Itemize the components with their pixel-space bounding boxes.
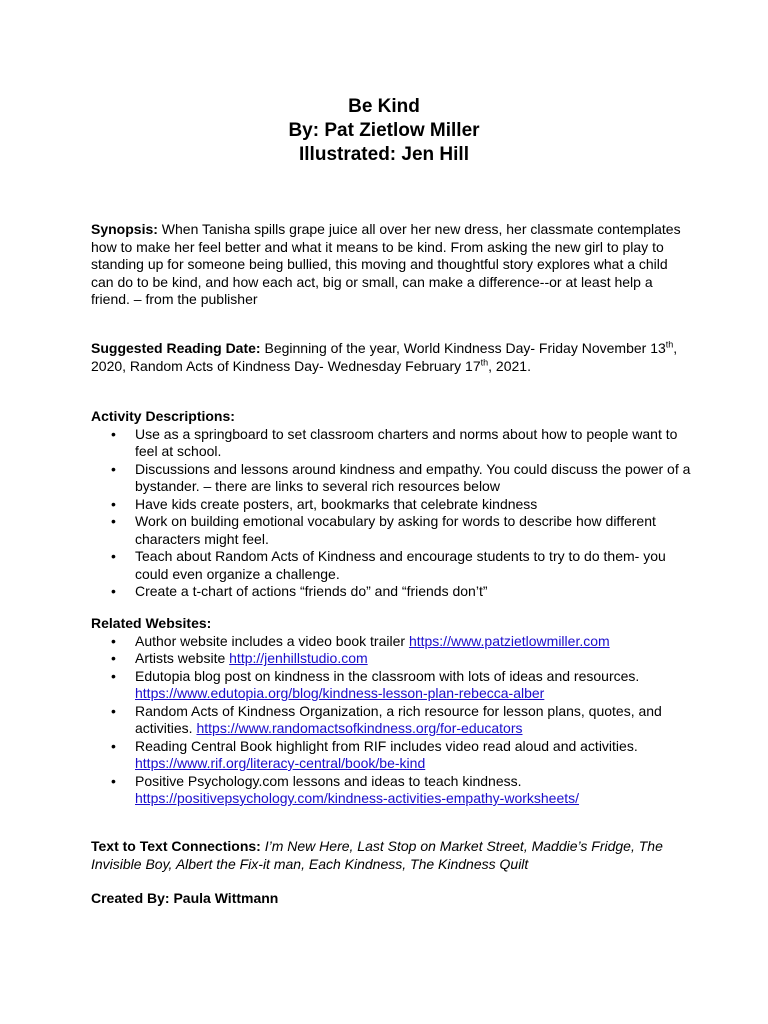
- reading-date-part3: , 2021.: [488, 357, 531, 374]
- reading-date-part1: Beginning of the year, World Kindness Day- Friday November 13: [260, 340, 666, 356]
- list-item: • Teach about Random Acts of Kindness and encourage students to try to do them- you could even organize a challenge.: [135, 548, 691, 583]
- edutopia-link[interactable]: https://www.edutopia.org/blog/kindness-lesson-plan-rebecca-alber: [135, 685, 545, 701]
- artist-website-link[interactable]: http://jenhillstudio.com: [229, 650, 368, 666]
- reading-date-section: [91, 340, 691, 375]
- synopsis-text: When Tanisha spills grape juice all over her new dress, her classmate contemplates how to make her feel better and what it means to be kind. From asking the new girl to play to standing up for someone being bullied, this moving and thoughtful story explores what a child can do to be kind, and how each act, big or small, can make a difference--or at least help a friend. – from the publisher: [91, 221, 681, 307]
- website-desc: Artists website: [135, 650, 230, 666]
- book-illustrator: Illustrated: Jen Hill: [299, 144, 469, 165]
- connections-label: Text to Text Connections:: [91, 838, 261, 854]
- list-item: [135, 773, 691, 808]
- list-item: [135, 650, 691, 668]
- connections-section: [91, 838, 691, 873]
- synopsis-section: [91, 221, 691, 309]
- author-website-link[interactable]: https://www.patzietlowmiller.com: [408, 632, 610, 649]
- book-title: Be Kind: [348, 96, 420, 117]
- activities-section: [91, 408, 691, 601]
- reading-date-part2: , 2020, Random Acts of Kindness Day- Wednesday February 17: [91, 340, 678, 374]
- list-item: • Create a t-chart of actions “friends do” and “friends don’t”: [135, 583, 691, 601]
- list-item: • Discussions and lessons around kindness and empathy. You could discuss the power of a bystander. – there are links to several rich resources below: [135, 461, 691, 496]
- website-desc: Edutopia blog post on kindness in the classroom with lots of ideas and resources.: [135, 667, 640, 684]
- rif-link[interactable]: https://www.rif.org/literacy-central/book/be-kind: [135, 755, 426, 771]
- websites-section: [91, 615, 691, 808]
- list-item: [135, 703, 691, 738]
- title-block: [0, 95, 768, 167]
- random-acts-link[interactable]: https://www.randomactsofkindness.org/for-educators: [196, 720, 523, 736]
- activities-list: [91, 426, 691, 601]
- websites-list: [91, 633, 691, 808]
- website-desc: Reading Central Book highlight from RIF includes video read aloud and activities.: [135, 737, 638, 754]
- reading-date-label: Suggested Reading Date:: [91, 340, 261, 356]
- positive-psychology-link[interactable]: https://positivepsychology.com/kindness-activities-empathy-worksheets/: [135, 790, 580, 806]
- list-item: • Use as a springboard to set classroom charters and norms about how to people want to feel at school.: [135, 426, 691, 461]
- reading-date-sup2: th: [480, 356, 489, 367]
- website-desc: Positive Psychology.com lessons and ideas to teach kindness.: [135, 772, 522, 789]
- connections-text: I’m New Here, Last Stop on Market Street, Maddie’s Fridge, The Invisible Boy, Albert the Fix-it man, Each Kindness, The Kindness Quilt: [91, 838, 663, 872]
- website-desc: Author website includes a video book trailer: [135, 632, 409, 649]
- website-desc: Random Acts of Kindness Organization, a rich resource for lesson plans, quotes, and activities.: [135, 702, 662, 736]
- list-item: [135, 668, 691, 703]
- list-item: • Have kids create posters, art, bookmarks that celebrate kindness: [135, 496, 691, 514]
- book-author: By: Pat Zietlow Miller: [288, 120, 480, 141]
- activities-label: Activity Descriptions:: [91, 408, 235, 424]
- list-item: • Work on building emotional vocabulary by asking for words to describe how different characters might feel.: [135, 513, 691, 548]
- reading-date-sup1: th: [665, 339, 674, 350]
- synopsis-label: Synopsis:: [91, 221, 158, 237]
- list-item: [135, 633, 691, 651]
- created-by-section: [91, 890, 691, 908]
- list-item: [135, 738, 691, 773]
- websites-label: Related Websites:: [91, 615, 212, 631]
- created-by-label: Created By: Paula Wittmann: [91, 890, 279, 906]
